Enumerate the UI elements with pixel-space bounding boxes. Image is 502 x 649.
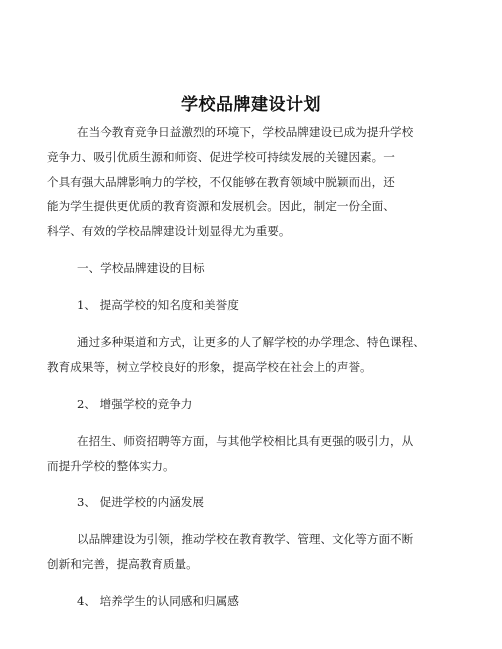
intro-line: 科学、有效的学校品牌建设计划显得尤为重要。	[47, 224, 291, 238]
item-heading: 2、 增强学校的竞争力	[77, 397, 193, 411]
item-body-line: 在招生、师资招聘等方面，与其他学校相比具有更强的吸引力，从	[77, 434, 414, 448]
intro-line: 能为学生提供更优质的教育资源和发展机会。因此，制定一份全面、	[47, 199, 395, 213]
item-heading: 1、 提高学校的知名度和美誉度	[77, 298, 239, 312]
document-title: 学校品牌建设计划	[181, 95, 321, 115]
intro-line: 在当今教育竞争日益激烈的环境下，学校品牌建设已成为提升学校	[77, 125, 414, 139]
item-body-line: 而提升学校的整体实力。	[47, 459, 175, 473]
item-heading: 4、 培养学生的认同感和归属感	[77, 594, 239, 608]
item-body-line: 创新和完善，提高教育质量。	[47, 557, 198, 571]
intro-line: 个具有强大品牌影响力的学校，不仅能够在教育领域中脱颖而出，还	[47, 175, 395, 189]
intro-line: 竞争力、吸引优质生源和师资、促进学校可持续发展的关键因素。一	[47, 150, 395, 164]
item-heading: 3、 促进学校的内涵发展	[77, 495, 204, 509]
item-body-line: 通过多种渠道和方式，让更多的人了解学校的办学理念、特色课程、	[77, 335, 425, 349]
item-body-line: 教育成果等，树立学校良好的形象，提高学校在社会上的声誉。	[47, 360, 372, 374]
section-heading: 一、学校品牌建设的目标	[77, 261, 205, 275]
item-body-line: 以品牌建设为引领，推动学校在教育教学、管理、文化等方面不断	[77, 532, 414, 546]
